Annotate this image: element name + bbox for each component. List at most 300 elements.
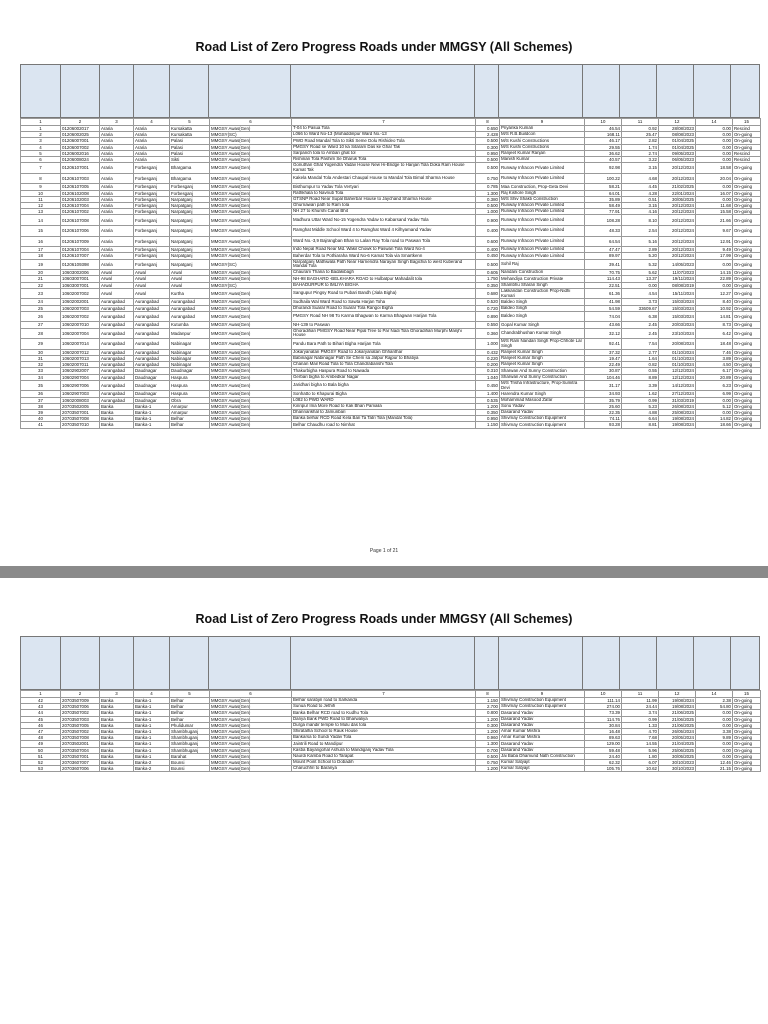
table-cell: 17: [21, 247, 61, 253]
table-cell: 4.45: [622, 184, 659, 190]
table-cell: 3.15: [622, 203, 659, 209]
table-cell: 5.20: [622, 253, 659, 259]
table-cell: M/S Shiv Shakti Construction: [500, 196, 585, 202]
table-cell: 4.68: [622, 173, 659, 184]
table-cell: Aurangabad: [134, 362, 170, 368]
table-cell: Banka: [100, 410, 134, 416]
table-cell: On-going: [733, 138, 761, 144]
table-cell: 25.60: [585, 403, 622, 409]
table-cell: 26/08/2024: [659, 403, 696, 409]
table-cell: 19/11/2024: [659, 276, 696, 282]
column-number-cell: 5: [170, 691, 210, 698]
table-cell: On-going: [733, 722, 761, 728]
table-cell: PMGSY Road NH 98 To Karma Bhagwan to Karma Bhagwan Harijan Tola: [292, 311, 476, 322]
table-cell: Kasba Bayangohal Ashura to Mandiganj Yadav Tola: [292, 747, 476, 753]
table-cell: Dhurandi Suarar Road to Suarar Tola Rangoi Bigha: [292, 305, 476, 311]
column-number-cell: 10: [585, 119, 622, 126]
table-cell: Baldeo Singh: [500, 299, 585, 305]
table-cell: Baldeo Singh: [500, 305, 585, 311]
table-cell: Kumar Satyajit: [500, 766, 585, 772]
table-cell: Daudnagar: [134, 368, 170, 374]
table-cell: Araria: [134, 138, 170, 144]
table-row: [21, 766, 761, 772]
table-cell: On-going: [733, 735, 761, 741]
table-cell: MMGSY Awas(Gen): [210, 311, 292, 322]
table-cell: 6.64: [622, 416, 659, 422]
table-cell: 52: [21, 760, 61, 766]
table-cell: 2.54: [622, 226, 659, 237]
table-cell: 35.79: [585, 397, 622, 403]
table-cell: MMGSY Awas(Gen): [210, 698, 292, 704]
table-cell: 34.93: [585, 391, 622, 397]
table-cell: 30/10/2023: [659, 766, 696, 772]
table-cell: 20703507005: [61, 722, 100, 728]
column-number-row: [21, 119, 761, 126]
table-cell: Banka: [100, 422, 134, 428]
table-cell: 27/12/2024: [659, 391, 696, 397]
table-cell: 15: [21, 226, 61, 237]
table-cell: 10602007011: [61, 362, 100, 368]
table-cell: 35: [21, 380, 61, 391]
table-cell: 0.310: [476, 368, 500, 374]
table-cell: 53: [21, 766, 61, 772]
table-cell: MMGSY Awas(Gen): [210, 741, 292, 747]
table-cell: Banka-1: [134, 722, 170, 728]
table-cell: 26/05/2024: [659, 729, 696, 735]
table-cell: MMGSY Awas(Gen): [210, 753, 292, 759]
table-cell: 20/08/2024: [659, 339, 696, 350]
table-cell: Runway Infracon Private Limited: [500, 236, 585, 247]
table-cell: 19.47: [585, 356, 622, 362]
table-cell: On-going: [733, 209, 761, 215]
table-cell: Belhar: [170, 416, 210, 422]
table-cell: MMGSY Awas(Gen): [210, 735, 292, 741]
table-cell: On-going: [733, 716, 761, 722]
table-row: [21, 215, 761, 226]
table-cell: 4.88: [622, 410, 659, 416]
table-cell: 20703502005: [61, 403, 100, 409]
table-cell: Ranjeet Kumar Singh: [500, 356, 585, 362]
table-cell: Banka: [100, 741, 134, 747]
table-cell: 10602007002: [61, 311, 100, 322]
table-cell: Dasarand Yadav: [500, 741, 585, 747]
table-cell: 5.96: [622, 747, 659, 753]
table-cell: 0.500: [476, 203, 500, 209]
table-cell: M/S Kushi Constructions: [500, 144, 585, 150]
table-cell: 10602007012: [61, 349, 100, 355]
table-cell: On-going: [733, 339, 761, 350]
table-cell: 61.36: [585, 288, 622, 299]
table-cell: On-going: [733, 190, 761, 196]
table-cell: Banka Belhar RCD road to Kudhu Tola: [292, 710, 476, 716]
table-cell: Obra: [170, 397, 210, 403]
table-cell: Shambhu Sharan Singh: [500, 282, 585, 288]
table-cell: Aurangabad: [134, 311, 170, 322]
table-cell: 7.46: [696, 349, 733, 355]
table-cell: Banka: [100, 403, 134, 409]
table-cell: MMGSY Awas(Gen): [210, 190, 292, 196]
table-cell: 18: [21, 253, 61, 259]
table-cell: 21/04/2025: [659, 741, 696, 747]
table-cell: 4.16: [622, 209, 659, 215]
table-cell: 1.300: [476, 190, 500, 196]
table-cell: 3.39: [622, 380, 659, 391]
table-cell: 4.70: [622, 729, 659, 735]
table-cell: 0.450: [476, 253, 500, 259]
table-cell: Harendra Kumar Singh: [500, 391, 585, 397]
table-cell: Amar Kumar Mishra: [500, 729, 585, 735]
table-cell: 10602907004: [61, 374, 100, 380]
table-cell: 12/12/2024: [659, 368, 696, 374]
table-cell: 11/07/2023: [659, 270, 696, 276]
table-cell: Mehandiya Construction Private: [500, 276, 585, 282]
table-cell: On-going: [733, 305, 761, 311]
table-cell: Runway Infracon Private Limited: [500, 253, 585, 259]
table-cell: 33609.67: [622, 305, 659, 311]
table-cell: 08/08/2023: [659, 132, 696, 138]
table-cell: Sudhaila Wal Ward Road to Sawta Harjan Toha: [292, 299, 476, 305]
table-cell: 10602007004: [61, 328, 100, 339]
table-cell: 0.00: [696, 741, 733, 747]
table-cell: 6.23: [696, 380, 733, 391]
table-cell: 21/02/2025: [659, 184, 696, 190]
table-cell: 01206107009: [61, 236, 100, 247]
table-cell: Haspura: [170, 391, 210, 397]
table-cell: 89.97: [585, 253, 622, 259]
table-cell: 30: [21, 349, 61, 355]
table-cell: On-going: [733, 215, 761, 226]
table-cell: Banka-1: [134, 741, 170, 747]
table-cell: 0.750: [476, 173, 500, 184]
table-cell: MMGSY Awas(Gen): [210, 305, 292, 311]
table-cell: Araria: [134, 144, 170, 150]
table-cell: 01206002016: [61, 150, 100, 156]
table-cell: Banka-1: [134, 729, 170, 735]
table-cell: 23: [21, 288, 61, 299]
table-cell: Banka-1: [134, 747, 170, 753]
table-cell: MMGSY Awas(Gen): [210, 247, 292, 253]
table-cell: 0.500: [476, 259, 500, 270]
table-cell: 01206109398: [61, 259, 100, 270]
table-cell: On-going: [733, 766, 761, 772]
table-row: [21, 236, 761, 247]
table-cell: Bankarsa to Sundi Yadav Tola: [292, 735, 476, 741]
table-cell: 0.520: [476, 299, 500, 305]
table-cell: 38: [21, 403, 61, 409]
table-cell: Phulidumar: [170, 722, 210, 728]
table-cell: 4: [21, 144, 61, 150]
column-number-cell: 8: [476, 691, 500, 698]
table-cell: MMGSY Awas(Gen): [210, 422, 292, 428]
table-cell: Jaridhari bigha to Bala bigha: [292, 380, 476, 391]
table-cell: 20/12/2024: [659, 226, 696, 237]
table-cell: Sharwan And Sunny Construction: [500, 374, 585, 380]
table-cell: Arwal: [100, 288, 134, 299]
table-cell: 01206107004: [61, 247, 100, 253]
table-cell: 23/10/2024: [659, 328, 696, 339]
table-cell: Dasarand Yadav: [500, 716, 585, 722]
column-number-cell: 6: [210, 119, 292, 126]
table-cell: 19/08/2024: [659, 704, 696, 710]
table-cell: 0.00: [696, 132, 733, 138]
column-number-cell: 7: [292, 119, 476, 126]
column-number-cell: 5: [170, 119, 210, 126]
table-cell: Dhannarikhal to Jamunbari: [292, 410, 476, 416]
table-cell: Araria: [100, 184, 134, 190]
page-title: Road List of Zero Progress Roads under MMGSY (All Schemes): [195, 40, 573, 54]
table-cell: 0.400: [476, 247, 500, 253]
table-cell: 10602007014: [61, 339, 100, 350]
table-cell: M/S R.B.Buildcon: [500, 132, 585, 138]
column-number-cell: 1: [21, 119, 61, 126]
table-cell: 74.04: [585, 311, 622, 322]
table-cell: MMGSY Awas(Gen): [210, 322, 292, 328]
table-cell: Aurangabad: [100, 391, 134, 397]
table-cell: Haspura: [170, 374, 210, 380]
table-cell: 5.32: [622, 259, 659, 270]
table-cell: 20703607007: [61, 760, 100, 766]
table-cell: 10: [21, 190, 61, 196]
table-cell: Belhar sarabjiri road to Sarkanda: [292, 698, 476, 704]
table-cell: 01206107002: [61, 209, 100, 215]
column-number-cell: 10: [585, 691, 622, 698]
table-cell: Banka-1: [134, 704, 170, 710]
table-cell: Aurangabad: [170, 311, 210, 322]
table-cell: Gopal Kumar Singh: [500, 322, 585, 328]
table-cell: 32.12: [585, 328, 622, 339]
table-cell: MMGSY Awas(Gen): [210, 215, 292, 226]
table-cell: Forbesganj: [134, 253, 170, 259]
table-cell: 0.00: [696, 716, 733, 722]
table-cell: Dasarand Yadav: [500, 747, 585, 753]
table-cell: 36: [21, 391, 61, 397]
table-cell: 08/08/2019: [659, 282, 696, 288]
table-cell: MMGSY Awas(Gen): [210, 163, 292, 174]
table-cell: Aurangabad: [100, 299, 134, 305]
table-cell: 30/05/2025: [659, 196, 696, 202]
table-cell: 0.00: [696, 259, 733, 270]
road-table-page-2: [20, 690, 761, 772]
table-cell: Bounsi: [170, 760, 210, 766]
table-cell: 27: [21, 322, 61, 328]
table-cell: 8: [21, 173, 61, 184]
column-number-cell: 15: [733, 691, 761, 698]
table-cell: Daudnagar: [134, 397, 170, 403]
table-cell: 0.200: [476, 362, 500, 368]
table-cell: Bounsi: [170, 766, 210, 772]
table-cell: Dasarand Yadav: [500, 710, 585, 716]
table-cell: Sikti: [170, 157, 210, 163]
table-cell: GTSNP Road Near Supal Baherbar House to Jaychand Sharma House: [292, 196, 476, 202]
table-cell: 19/08/2024: [659, 698, 696, 704]
column-number-cell: 2: [61, 119, 100, 126]
table-cell: On-going: [733, 184, 761, 190]
table-cell: 42: [21, 698, 61, 704]
table-cell: Raj Kishore Singh: [500, 190, 585, 196]
table-cell: 10602902007: [61, 368, 100, 374]
table-cell: 30.84: [585, 722, 622, 728]
table-cell: 0.82: [622, 362, 659, 368]
table-cell: Dasarand Yadav: [500, 410, 585, 416]
table-cell: 21/06/2025: [659, 716, 696, 722]
table-cell: 0.750: [476, 760, 500, 766]
table-cell: 0.360: [476, 328, 500, 339]
table-cell: Araria: [100, 144, 134, 150]
table-cell: On-going: [733, 760, 761, 766]
table-cell: 77.91: [585, 209, 622, 215]
table-cell: 3.15: [622, 163, 659, 174]
table-cell: 16.07: [696, 190, 733, 196]
table-cell: On-going: [733, 747, 761, 753]
table-row: [21, 259, 761, 270]
table-cell: 34: [21, 374, 61, 380]
table-cell: 15.58: [696, 209, 733, 215]
table-cell: Forbesganj: [134, 226, 170, 237]
table-cell: 0.00: [696, 184, 733, 190]
table-cell: MMGSY Awas(Gen): [210, 356, 292, 362]
table-cell: Aurangabad: [170, 299, 210, 305]
table-cell: On-going: [733, 698, 761, 704]
table-cell: Arwal: [170, 282, 210, 288]
table-cell: Banka-1: [134, 698, 170, 704]
table-cell: 10602907006: [61, 380, 100, 391]
table-cell: 1.74: [622, 144, 659, 150]
table-cell: Rathkhala to Navnub Tola: [292, 190, 476, 196]
table-cell: 24: [21, 299, 61, 305]
table-cell: 6.17: [696, 368, 733, 374]
table-cell: 10602007013: [61, 356, 100, 362]
table-cell: 12/12/2024: [659, 374, 696, 380]
table-cell: 10603002006: [61, 270, 100, 276]
table-header-band: [20, 64, 760, 118]
table-cell: Aurangabad: [134, 339, 170, 350]
table-cell: 1.150: [476, 698, 500, 704]
table-cell: 48.33: [585, 226, 622, 237]
table-cell: Forbesganj: [134, 247, 170, 253]
table-cell: 37: [21, 397, 61, 403]
table-cell: MMGSY Awas(Gen): [210, 416, 292, 422]
table-cell: 49: [21, 741, 61, 747]
table-cell: 20703502001: [61, 741, 100, 747]
table-cell: MMGSY Awas(Gen): [210, 339, 292, 350]
table-cell: 39: [21, 410, 61, 416]
table-cell: Araria: [100, 126, 134, 132]
table-cell: 11.68: [696, 203, 733, 209]
table-cell: Barahat: [170, 753, 210, 759]
table-cell: 0.00: [696, 753, 733, 759]
table-cell: 0.432: [476, 349, 500, 355]
table-cell: On-going: [733, 299, 761, 305]
table-cell: PMGSY Road se Ward 10 ka Sitaram Das ke Ghar Tak: [292, 144, 476, 150]
table-cell: 108.28: [585, 215, 622, 226]
table-cell: MMGSY Awas(Gen): [210, 397, 292, 403]
table-cell: 3.73: [622, 299, 659, 305]
table-cell: 10602907003: [61, 391, 100, 397]
table-cell: Shambhuganj: [170, 741, 210, 747]
table-cell: 25/08/2024: [659, 410, 696, 416]
table-cell: Aurangabad: [134, 356, 170, 362]
table-cell: 20703507003: [61, 716, 100, 722]
table-cell: Banka-2: [134, 766, 170, 772]
table-cell: Banka: [100, 760, 134, 766]
table-cell: MMGSY Awas(Gen): [210, 362, 292, 368]
table-cell: Charuchhri to Baranya: [292, 766, 476, 772]
table-cell: Aurangabad: [100, 328, 134, 339]
table-cell: Narpatganj: [170, 253, 210, 259]
table-cell: 4.54: [622, 288, 659, 299]
table-row: [21, 380, 761, 391]
column-number-cell: 7: [292, 691, 476, 698]
table-cell: On-going: [733, 380, 761, 391]
table-cell: 114.43: [585, 276, 622, 282]
table-cell: Kumar Satyajit: [500, 760, 585, 766]
table-cell: 1.200: [476, 729, 500, 735]
table-cell: 1: [21, 126, 61, 132]
table-cell: Palasi: [170, 144, 210, 150]
table-cell: On-going: [733, 132, 761, 138]
table-cell: On-going: [733, 753, 761, 759]
table-cell: On-going: [733, 349, 761, 355]
table-cell: 50: [21, 747, 61, 753]
table-cell: 35.89: [585, 196, 622, 202]
table-cell: 0.450: [476, 380, 500, 391]
table-cell: 2.77: [622, 349, 659, 355]
table-cell: Banka: [100, 766, 134, 772]
table-cell: Narpatganj: [170, 247, 210, 253]
table-cell: MMGSY Awas(Gen): [210, 226, 292, 237]
table-cell: Rescind: [733, 150, 761, 156]
table-cell: Aurangabad: [134, 305, 170, 311]
table-cell: MMGSY Awas(Gen): [210, 760, 292, 766]
table-row: [21, 163, 761, 174]
column-number-cell: 4: [134, 691, 170, 698]
table-cell: 18.58: [696, 163, 733, 174]
table-cell: Runway Infracon Private Limited: [500, 209, 585, 215]
table-cell: 21: [21, 276, 61, 282]
table-cell: 10602007010: [61, 322, 100, 328]
table-cell: 6.38: [622, 311, 659, 322]
table-cell: Banka: [100, 698, 134, 704]
table-cell: MMGSY Awas(Gen): [210, 299, 292, 305]
table-cell: Forbesganj: [134, 203, 170, 209]
table-cell: Forbesganj: [170, 190, 210, 196]
table-cell: 28/08/2023: [659, 126, 696, 132]
table-cell: Banka-1: [134, 410, 170, 416]
table-cell: 10602002001: [61, 299, 100, 305]
table-cell: Banka: [100, 747, 134, 753]
column-number-cell: 4: [134, 119, 170, 126]
table-cell: 4.28: [622, 190, 659, 196]
table-cell: Runway Infracon Private Limited: [500, 203, 585, 209]
table-cell: 70.75: [585, 270, 622, 276]
table-cell: Aurangabad: [100, 305, 134, 311]
table-cell: 40: [21, 416, 61, 422]
table-cell: Ranjeet Kumar Singh: [500, 362, 585, 368]
column-number-cell: 15: [733, 119, 761, 126]
table-cell: 24.44: [622, 704, 659, 710]
table-cell: 9.49: [696, 247, 733, 253]
table-cell: 4.50: [696, 362, 733, 368]
table-cell: Aurangabad: [134, 349, 170, 355]
table-cell: Narpatganj: [170, 215, 210, 226]
table-cell: 10.92: [696, 305, 733, 311]
table-cell: 0.800: [476, 710, 500, 716]
table-cell: Shiratalha School to Rauk House: [292, 729, 476, 735]
table-cell: Bisthumpur to Yadav Tola Vertyari: [292, 184, 476, 190]
table-cell: Araria: [100, 236, 134, 247]
column-number-cell: 2: [61, 691, 100, 698]
table-cell: MMGSY Awas(Gen): [210, 173, 292, 184]
